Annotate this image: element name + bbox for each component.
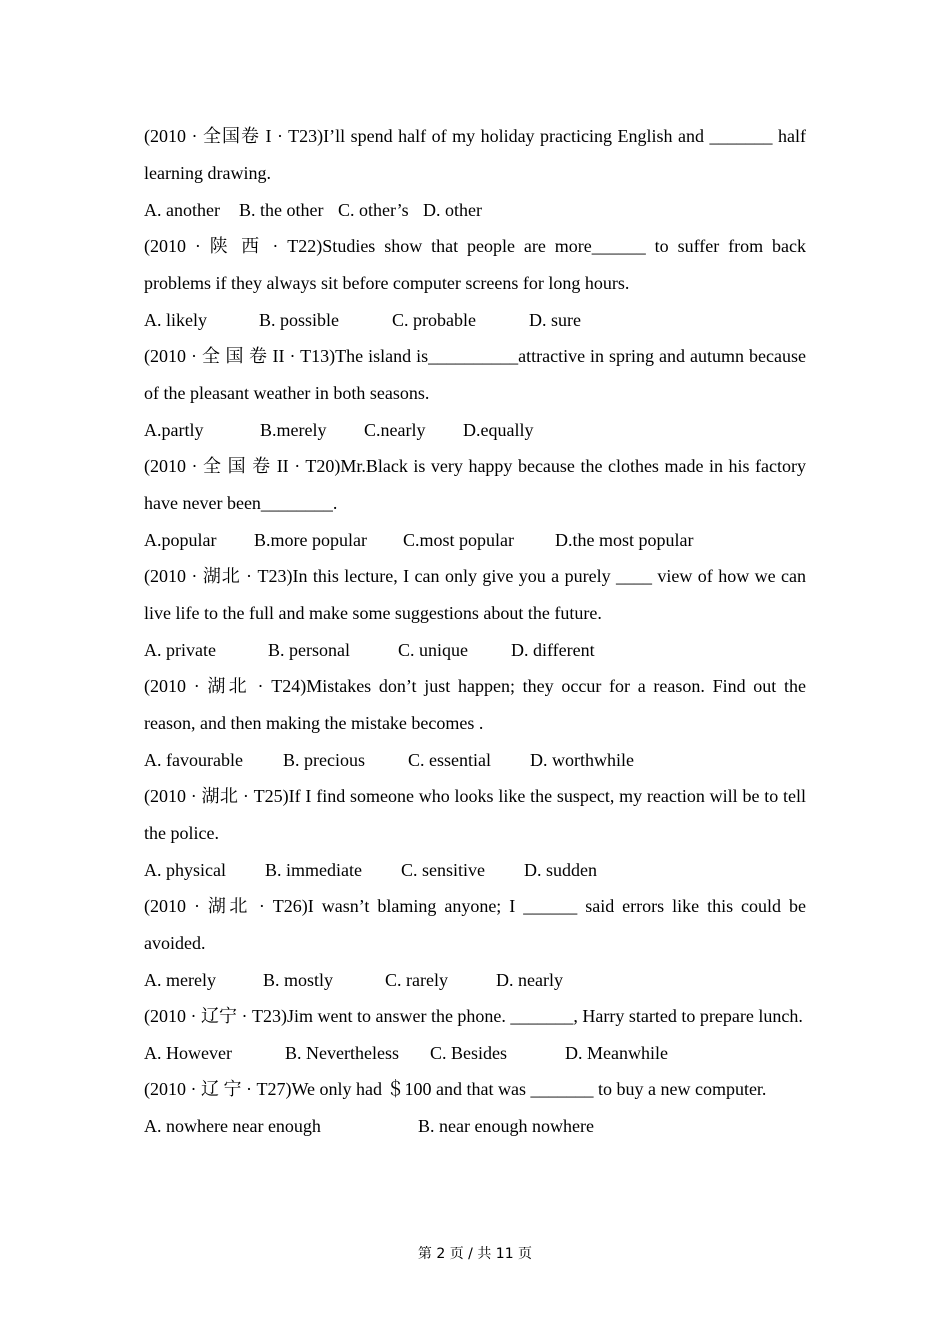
option-c: C. probable xyxy=(392,310,476,330)
option-b: B. Nevertheless xyxy=(285,1043,399,1063)
question-options xyxy=(144,742,806,778)
option-d: D. different xyxy=(511,640,595,660)
question-1 xyxy=(144,118,806,228)
option-a: A. physical xyxy=(144,860,226,880)
option-d: D. nearly xyxy=(496,970,563,990)
question-options xyxy=(144,302,806,338)
option-b: B. the other xyxy=(239,200,324,220)
question-stem: (2010 · 辽 宁 · T27)We only had ＄100 and that was _______ to buy a new computer. xyxy=(144,1079,767,1099)
question-6 xyxy=(144,668,806,778)
option-b: B. immediate xyxy=(265,860,362,880)
page-footer: 第 2 页 / 共 11 页 xyxy=(417,1246,533,1262)
option-d: D. other xyxy=(423,200,482,220)
question-options xyxy=(144,962,806,998)
question-stem: (2010 · 湖北 · T23)In this lecture, I can only give you a purely ____ view of how we can live life to the full and make some suggestions about the future. xyxy=(144,566,806,623)
option-a: A.partly xyxy=(144,420,204,440)
question-stem: (2010 · 全 国 卷 II · T20)Mr.Black is very happy because the clothes made in his factory have never been________. xyxy=(144,456,806,513)
option-c: C. other’s xyxy=(338,200,409,220)
question-options xyxy=(144,412,806,448)
question-10 xyxy=(144,1071,806,1144)
question-options xyxy=(144,1108,806,1144)
option-d: D.equally xyxy=(463,420,534,440)
question-stem: (2010 · 陕 西 · T22)Studies show that people are more______ to suffer from back problems if they always sit before computer screens for long hours. xyxy=(144,236,806,293)
option-a: A. likely xyxy=(144,310,207,330)
option-b: B. mostly xyxy=(263,970,334,990)
option-a: A. However xyxy=(144,1043,232,1063)
option-c: C. Besides xyxy=(430,1043,508,1063)
option-c: C. unique xyxy=(398,640,468,660)
option-a: A.popular xyxy=(144,530,217,550)
option-b: B. near enough nowhere xyxy=(418,1116,594,1136)
question-stem: (2010 · 全 国 卷 II · T13)The island is__________attractive in spring and autumn because of the pleasant weather in both seasons. xyxy=(144,346,806,403)
option-c: C. essential xyxy=(408,750,491,770)
question-options xyxy=(144,632,806,668)
option-c: C. rarely xyxy=(385,970,448,990)
option-a: A. merely xyxy=(144,970,216,990)
question-stem: (2010 · 全国卷 I · T23)I’ll spend half of my holiday practicing English and _______ half learning drawing. xyxy=(144,126,806,183)
option-c: C.nearly xyxy=(364,420,426,440)
question-options xyxy=(144,1035,806,1071)
question-7 xyxy=(144,778,806,888)
option-a: A. another xyxy=(144,200,220,220)
question-options xyxy=(144,852,806,888)
question-stem: (2010 · 湖北 · T25)If I find someone who looks like the suspect, my reaction will be to tell the police. xyxy=(144,786,806,843)
question-5 xyxy=(144,558,806,668)
question-stem: (2010 · 辽宁 · T23)Jim went to answer the phone. _______, Harry started to prepare lunch. xyxy=(144,1006,803,1026)
question-2 xyxy=(144,228,806,338)
question-stem: (2010 · 湖北 · T24)Mistakes don’t just happen; they occur for a reason. Find out the reason, and then making the mistake becomes . xyxy=(144,676,806,733)
option-d: D. sudden xyxy=(524,860,597,880)
question-options xyxy=(144,192,806,228)
option-c: C. sensitive xyxy=(401,860,485,880)
option-b: B.merely xyxy=(260,420,327,440)
option-b: B. possible xyxy=(259,310,340,330)
question-stem: (2010 · 湖北 · T26)I wasn’t blaming anyone; I ______ said errors like this could be avoided. xyxy=(144,896,806,953)
option-b: B. precious xyxy=(283,750,365,770)
question-9 xyxy=(144,998,806,1071)
question-8 xyxy=(144,888,806,998)
question-3 xyxy=(144,338,806,448)
option-d: D. sure xyxy=(529,310,581,330)
option-b: B.more popular xyxy=(254,530,367,550)
option-a: A. favourable xyxy=(144,750,243,770)
option-b: B. personal xyxy=(268,640,350,660)
question-4 xyxy=(144,448,806,558)
option-d: D.the most popular xyxy=(555,530,694,550)
question-options xyxy=(144,522,806,558)
option-d: D. worthwhile xyxy=(530,750,634,770)
option-d: D. Meanwhile xyxy=(565,1043,668,1063)
option-a: A. nowhere near enough xyxy=(144,1116,321,1136)
option-c: C.most popular xyxy=(403,530,514,550)
question-list xyxy=(144,118,806,1144)
option-a: A. private xyxy=(144,640,216,660)
